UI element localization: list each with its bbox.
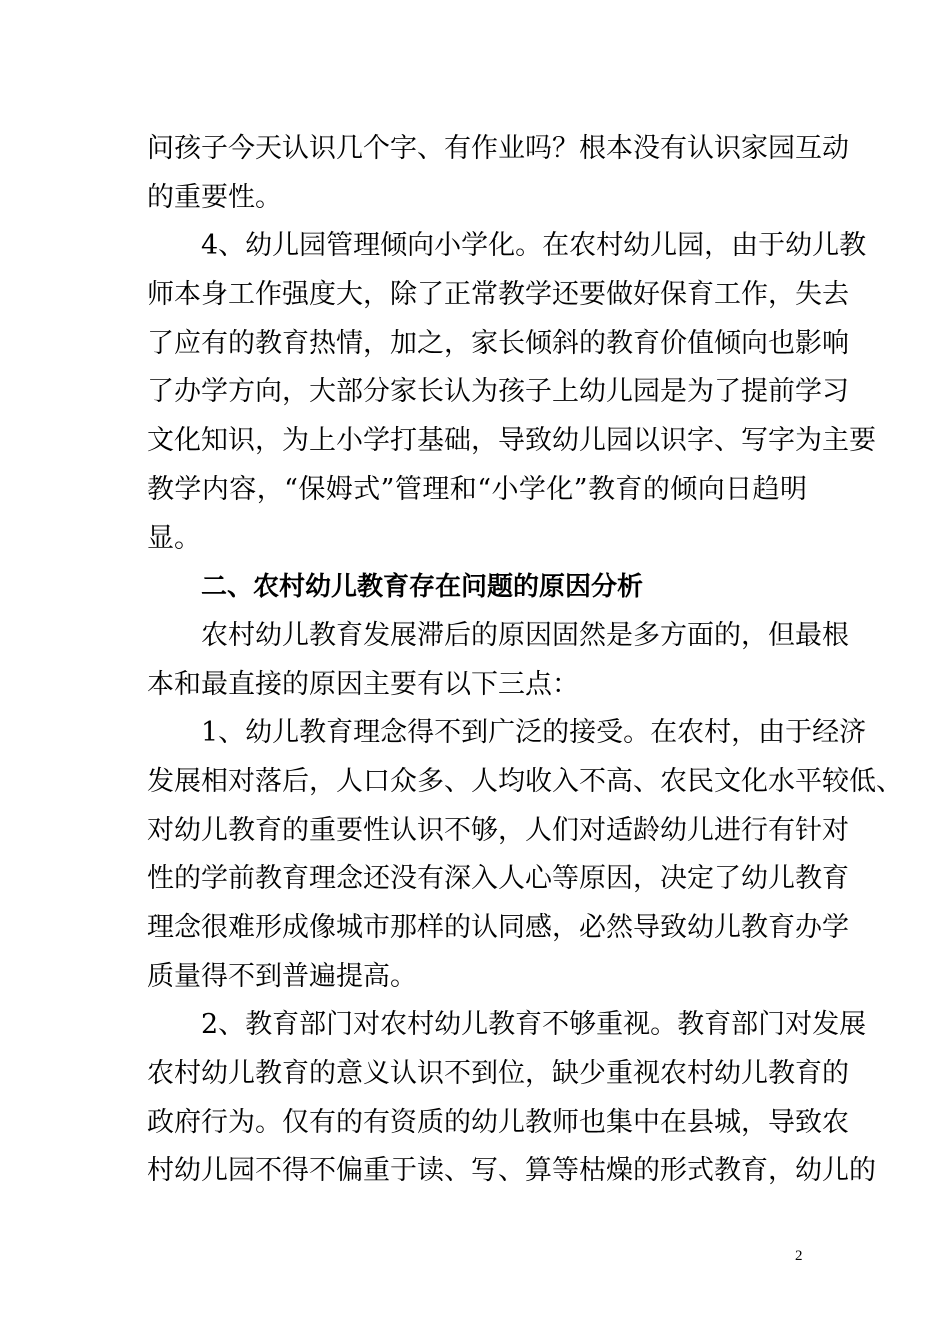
text-line: 村幼儿园不得不偏重于读、写、算等枯燥的形式教育，幼儿的 — [147, 1155, 876, 1187]
page-number: 2 — [795, 1248, 803, 1264]
text-line: 了应有的教育热情，加之，家长倾斜的教育价值倾向也影响 — [147, 327, 849, 359]
text-line: 性的学前教育理念还没有深入人心等原因，决定了幼儿教育 — [147, 863, 849, 895]
text-line: 发展相对落后，人口众多、人均收入不高、农民文化水平较低、 — [147, 765, 903, 797]
text-line: 农村幼儿教育的意义认识不到位，缺少重视农村幼儿教育的 — [147, 1058, 849, 1090]
section-heading: 二、农村幼儿教育存在问题的原因分析 — [201, 572, 644, 603]
text-line: 教学内容，“保姆式”管理和“小学化”教育的倾向日趋明 — [147, 473, 807, 505]
text-line: 1、幼儿教育理念得不到广泛的接受。在农村，由于经济 — [201, 717, 867, 749]
text-line: 2、教育部门对农村幼儿教育不够重视。教育部门对发展 — [201, 1009, 867, 1041]
text-line: 4、幼儿园管理倾向小学化。在农村幼儿园，由于幼儿教 — [201, 230, 867, 262]
text-line: 文化知识，为上小学打基础，导致幼儿园以识字、写字为主要 — [147, 425, 876, 457]
text-line: 对幼儿教育的重要性认识不够，人们对适龄幼儿进行有针对 — [147, 814, 849, 846]
text-line: 质量得不到普遍提高。 — [147, 960, 417, 992]
document-body — [147, 125, 903, 1196]
text-line: 理念很难形成像城市那样的认同感，必然导致幼儿教育办学 — [147, 912, 849, 943]
text-line: 师本身工作强度大，除了正常教学还要做好保育工作，失去 — [147, 279, 849, 311]
text-line: 显。 — [147, 522, 201, 554]
text-line: 了办学方向，大部分家长认为孩子上幼儿园是为了提前学习 — [147, 376, 849, 408]
text-line: 的重要性。 — [147, 181, 282, 213]
text-line: 问孩子今天认识几个字、有作业吗？根本没有认识家园互动 — [147, 133, 849, 164]
text-line: 农村幼儿教育发展滞后的原因固然是多方面的，但最根 — [201, 619, 849, 651]
text-line: 本和最直接的原因主要有以下三点： — [147, 668, 579, 700]
text-line: 政府行为。仅有的有资质的幼儿教师也集中在县城，导致农 — [147, 1106, 849, 1138]
